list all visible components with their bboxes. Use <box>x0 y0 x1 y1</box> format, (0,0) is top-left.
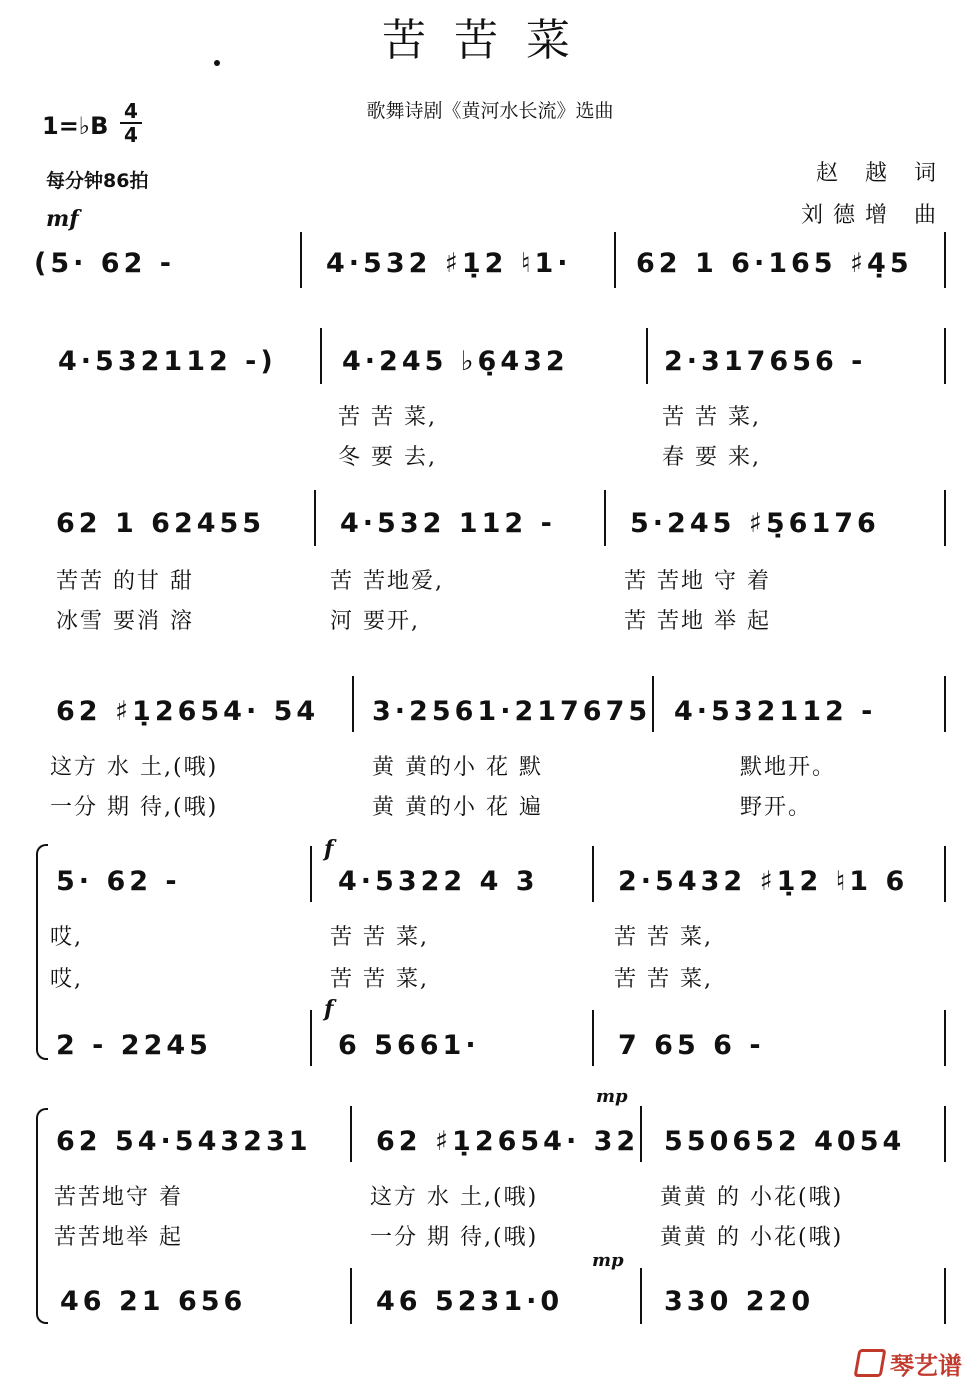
barline <box>604 490 606 546</box>
barline <box>944 846 946 902</box>
lyric-line: 黄黄 的 小花(哦) <box>660 1185 844 1210</box>
time-signature <box>120 100 142 146</box>
dynamic-mark: mp <box>596 1086 628 1107</box>
barline <box>944 676 946 732</box>
lyric-line: 苦 苦 菜, <box>662 405 761 430</box>
barline <box>614 232 616 288</box>
lyric-line: 黄黄 的 小花(哦) <box>660 1225 844 1250</box>
stray-mark <box>214 60 220 66</box>
lyric-line: 苦苦地守 着 <box>54 1185 183 1210</box>
barline <box>944 1010 946 1066</box>
lyric-line: 苦 苦地爱, <box>330 569 444 594</box>
lyric-line: 苦苦 的甘 甜 <box>56 569 194 594</box>
measure: 2·5432 ♯1̣2 ♮1 6 <box>618 866 909 897</box>
key-signature: 1=♭B <box>42 112 109 140</box>
song-title: 苦苦菜 <box>382 15 598 66</box>
lyric-line: 冬 要 去, <box>338 445 437 470</box>
lyric-line: 苦 苦 菜, <box>614 925 713 950</box>
system-brace <box>36 1108 48 1324</box>
measure: 6 5661· <box>338 1030 480 1061</box>
barline <box>640 1106 642 1162</box>
lyric-line: 黄 黄的小 花 默 <box>372 755 543 780</box>
time-signature-top: 4 <box>124 99 138 123</box>
measure: 7 65 6 - <box>618 1030 765 1061</box>
lyric-line: 一分 期 待,(哦) <box>50 795 219 820</box>
measure: 550652 4054 <box>664 1126 906 1157</box>
measure: 62 54·543231 <box>56 1126 312 1157</box>
measure: 5·245 ♯5̣6176 <box>630 508 880 539</box>
measure: 4·532112 - <box>674 696 877 727</box>
lyric-line: 苦 苦 菜, <box>330 967 429 992</box>
barline <box>592 846 594 902</box>
lyric-line: 冰雪 要消 溶 <box>56 609 194 634</box>
lyric-line: 一分 期 待,(哦) <box>370 1225 539 1250</box>
song-subtitle: 歌舞诗剧《黄河水长流》选曲 <box>366 100 614 122</box>
dynamic-mark: f <box>324 836 334 862</box>
barline <box>310 1010 312 1066</box>
logo-icon <box>854 1349 887 1377</box>
barline <box>320 328 322 384</box>
lyric-line: 这方 水 土,(哦) <box>370 1185 539 1210</box>
barline <box>640 1268 642 1324</box>
barline <box>592 1010 594 1066</box>
barline <box>314 490 316 546</box>
dynamic-mark: mf <box>46 206 79 232</box>
barline <box>944 1268 946 1324</box>
barline <box>944 232 946 288</box>
system-brace <box>36 844 48 1060</box>
lyric-line: 苦 苦地 举 起 <box>624 609 771 634</box>
lyric-line: 春 要 来, <box>662 445 761 470</box>
barline <box>944 490 946 546</box>
measure: 62 ♯1̣2654· 54 <box>56 696 320 727</box>
measure: 62 1 6·165 ♯4̣5 <box>636 248 913 279</box>
dynamic-mark: mp <box>592 1250 624 1271</box>
measure: 4·532 112 - <box>340 508 556 539</box>
measure: (5· 62 - <box>34 248 175 279</box>
lyric-line: 苦 苦地 守 着 <box>624 569 771 594</box>
measure: 46 21 656 <box>60 1286 247 1317</box>
time-signature-bottom: 4 <box>120 122 142 146</box>
measure: 330 220 <box>664 1286 815 1317</box>
composer-credit: 刘德增 曲 <box>801 203 946 228</box>
measure: 4·5322 4 3 <box>338 866 539 897</box>
lyric-line: 哎, <box>50 925 83 950</box>
barline <box>350 1106 352 1162</box>
measure: 2 - 2245 <box>56 1030 212 1061</box>
lyric-line: 苦苦地举 起 <box>54 1225 183 1250</box>
dynamic-mark: f <box>324 996 334 1022</box>
measure: 3·2561·217675 <box>372 696 652 727</box>
measure: 4·245 ♭6̣432 <box>342 346 569 377</box>
lyric-line: 默地开。 <box>740 755 837 780</box>
lyric-line: 哎, <box>50 967 83 992</box>
measure: 46 5231·0 <box>376 1286 564 1317</box>
lyric-line: 这方 水 土,(哦) <box>50 755 219 780</box>
lyricist-credit: 赵 越 词 <box>816 161 946 186</box>
barline <box>350 1268 352 1324</box>
lyric-line: 野开。 <box>740 795 813 820</box>
tempo-marking: 每分钟86拍 <box>46 170 149 192</box>
measure: 4·532 ♯1̣2 ♮1· <box>326 248 572 279</box>
barline <box>944 328 946 384</box>
measure: 5· 62 - <box>56 866 181 897</box>
barline <box>652 676 654 732</box>
barline <box>310 846 312 902</box>
measure: 62 1 62455 <box>56 508 266 539</box>
barline <box>646 328 648 384</box>
logo-text: 琴艺谱 <box>890 1352 962 1380</box>
measure: 2·317656 - <box>664 346 867 377</box>
measure: 4·532112 -) <box>58 346 277 377</box>
barline <box>944 1106 946 1162</box>
lyric-line: 苦 苦 菜, <box>330 925 429 950</box>
lyric-line: 苦 苦 菜, <box>614 967 713 992</box>
measure: 62 ♯1̣2654· 32 <box>376 1126 640 1157</box>
lyric-line: 苦 苦 菜, <box>338 405 437 430</box>
lyric-line: 河 要开, <box>330 609 420 634</box>
barline <box>300 232 302 288</box>
barline <box>352 676 354 732</box>
lyric-line: 黄 黄的小 花 遍 <box>372 795 543 820</box>
site-logo <box>856 1346 962 1381</box>
